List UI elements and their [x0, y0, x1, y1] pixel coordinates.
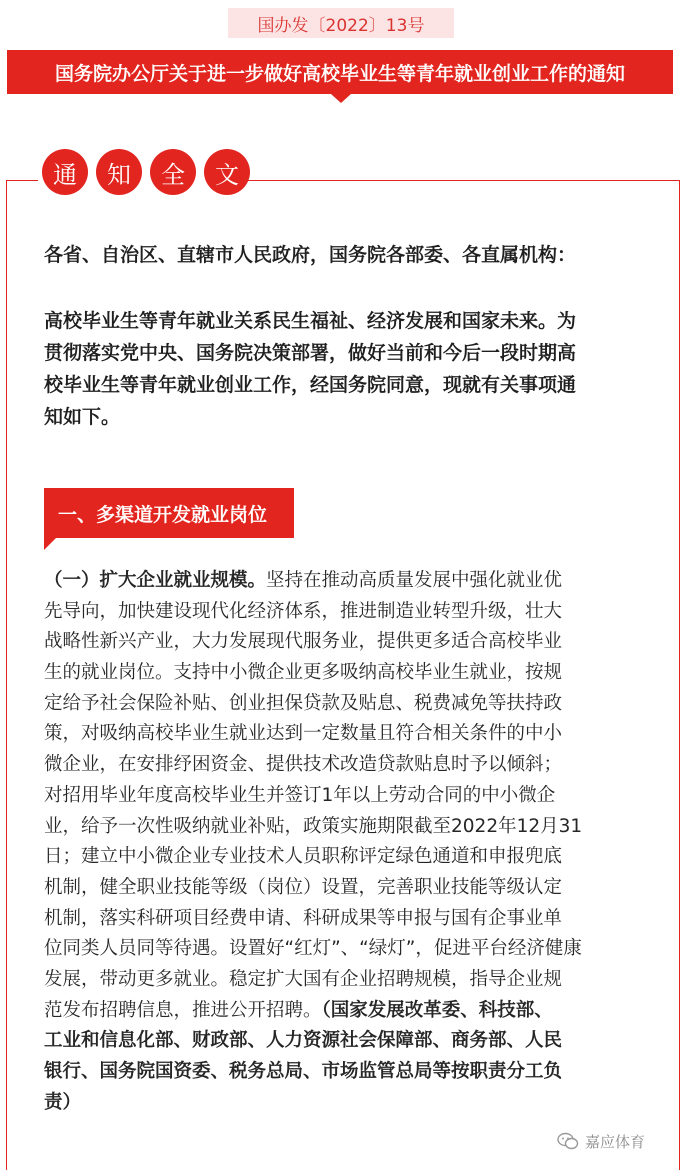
item-1-lead: （一）扩大企业就业规模。: [44, 570, 267, 591]
item-1-text: 坚持在推动高质量发展中强化就业优: [266, 570, 563, 591]
body-line: 日；建立中小微企业专业技术人员职称评定绿色通道和申报兜底: [44, 846, 563, 868]
notice-title: 国务院办公厅关于进一步做好高校毕业生等青年就业创业工作的通知: [7, 50, 673, 94]
body-line: 业，给予一次性吸纳就业补贴，政策实施期限截至2022年12月31: [44, 815, 583, 837]
body-line: 位同类人员同等待遇。设置好“红灯”、“绿灯”，促进平台经济健康: [44, 938, 582, 960]
body-line: [44, 566, 644, 597]
title-pointer: [331, 94, 351, 103]
frame-left-border: [6, 180, 7, 1170]
section-char-3: 全: [150, 149, 196, 195]
body-line: 生的就业岗位。支持中小微企业更多吸纳高校毕业生就业，按规: [44, 662, 563, 684]
body-line: 机制，落实科研项目经费申请、科研成果等申报与国有企事业单: [44, 907, 563, 929]
section-title-full-text: [42, 149, 250, 195]
item-1-paragraph: [44, 566, 644, 1118]
body-line: [44, 996, 644, 1027]
body-line: 机制，健全职业技能等级（岗位）设置，完善职业技能等级认定: [44, 876, 563, 898]
body-line: 定给予社会保险补贴、创业担保贷款及贴息、税费减免等扶持政: [44, 692, 563, 714]
frame-top-border-right: [246, 180, 680, 181]
body-line: 战略性新兴产业，大力发展现代服务业，提供更多适合高校毕业: [44, 631, 563, 653]
item-1-text: 范发布招聘信息，推进公开招聘。: [44, 999, 322, 1021]
frame-right-border: [679, 180, 680, 1170]
frame-top-border-left: [6, 180, 38, 181]
intro-line: 校毕业生等青年就业创业工作，经国务院同意，现就有关事项通: [44, 374, 577, 396]
intro-line: 贯彻落实党中央、国务院决策部署，做好当前和今后一段时期高: [44, 342, 577, 364]
intro-paragraph: [44, 305, 644, 433]
body-line: 工业和信息化部、财政部、人力资源社会保障部、商务部、人民: [44, 1030, 563, 1052]
responsible-departments: （国家发展改革委、科技部、: [321, 999, 553, 1021]
section-char-4: 文: [204, 149, 250, 195]
salutation: 各省、自治区、直辖市人民政府，国务院各部委、各直属机构：: [44, 244, 577, 266]
section-heading-1: 一、多渠道开发就业岗位: [44, 488, 294, 538]
body-line: 先导向，加快建设现代化经济体系，推进制造业转型升级，壮大: [44, 600, 563, 622]
body-line: 发展，带动更多就业。稳定扩大国有企业招聘规模，指导企业规: [44, 968, 563, 990]
body-line: 策，对吸纳高校毕业生就业达到一定数量且符合相关条件的中小: [44, 723, 563, 745]
section-char-2: 知: [96, 149, 142, 195]
wechat-icon: [557, 1132, 579, 1150]
watermark-text: 嘉应体育: [585, 1132, 646, 1151]
body-line: 银行、国务院国资委、税务总局、市场监管总局等按职责分工负: [44, 1061, 563, 1082]
heading-tail: [44, 538, 56, 550]
intro-line: 知如下。: [44, 406, 121, 428]
document-number: 国办发〔2022〕13号: [228, 8, 454, 38]
body-line: 对招用毕业年度高校毕业生并签订1年以上劳动合同的中小微企: [44, 784, 556, 806]
section-char-1: 通: [42, 149, 88, 195]
body-line: 责）: [44, 1091, 82, 1113]
watermark: [557, 1128, 645, 1154]
intro-line: 高校毕业生等青年就业关系民生福祉、经济发展和国家未来。为: [44, 310, 577, 332]
body-line: 微企业，在安排纾困资金、提供技术改造贷款贴息时予以倾斜；: [44, 754, 563, 776]
